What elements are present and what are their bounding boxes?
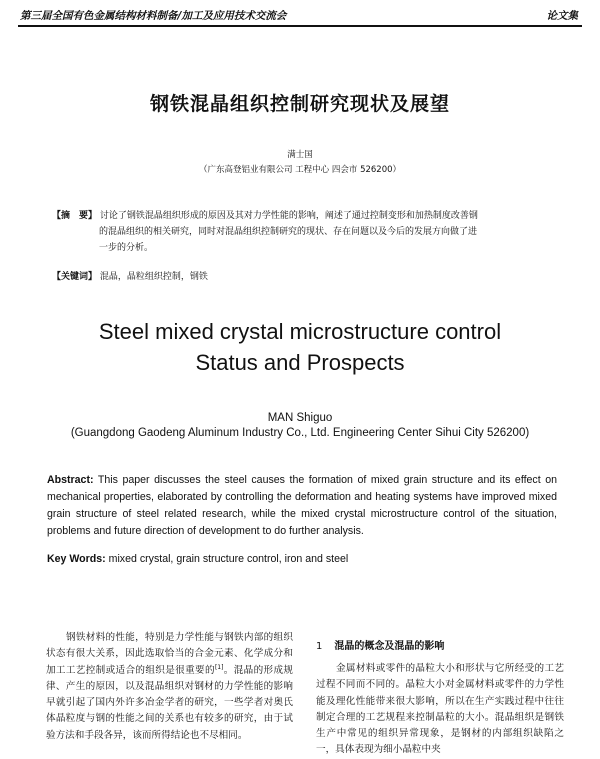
- english-keywords: [47, 553, 557, 565]
- english-abstract-label: Abstract:: [47, 474, 94, 486]
- chinese-keywords: [52, 269, 562, 282]
- chinese-affiliation: （广东高登铝业有限公司 工程中心 四会市 526200）: [198, 165, 402, 175]
- section-number: 1: [316, 641, 323, 652]
- chinese-abstract-label: 【摘 要】: [52, 211, 98, 221]
- english-author: MAN Shiguo: [267, 412, 333, 424]
- body-right-column: 金属材料或零件的晶粒大小和形状与它所经受的工艺过程不同而不同的。晶粒大小对金属材料或零件的力学性能及理化性能带来很大影响，所以在生产实践过程中往往制定合理的工艺规程来控制晶粒的大小。混晶组织是钢铁生产中常见的组织异常现象，是钢材的内部组织缺陷之一，具体表现为细小晶粒中夹: [316, 663, 564, 756]
- english-title-line2: Status and Prospects: [195, 350, 405, 375]
- chinese-keywords-text: 混晶，晶粒组织控制，钢铁: [99, 272, 208, 282]
- section-title: 混晶的概念及混晶的影响: [334, 641, 445, 652]
- header-rule: [18, 25, 582, 27]
- running-header-right: 论文集: [546, 10, 578, 22]
- body-left-text-a: 钢铁材料的性能，特别是力学性能与钢铁内部的组织状态有很大关系，因此选取恰当的合金元素、化学成分和加工工艺控制或适合的组织是很重要的: [46, 632, 293, 676]
- chinese-title: 钢铁混晶组织控制研究现状及展望: [149, 93, 450, 115]
- chinese-abstract-line1: 讨论了钢铁混晶组织形成的原因及其对力学性能的影响，阐述了通过控制变形和加热制度改善钢: [99, 211, 478, 221]
- english-affiliation: (Guangdong Gaodeng Aluminum Industry Co., Ltd. Engineering Center Sihui City 526200): [70, 427, 530, 439]
- chinese-abstract: [52, 208, 562, 256]
- chinese-keywords-label: 【关键词】: [52, 272, 98, 282]
- english-keywords-label: Key Words:: [47, 553, 106, 565]
- english-abstract-text: This paper discusses the steel causes the formation of mixed grain structure and its effect on mechanical properties, elaborated by controlling the deformation and heating systems have improved mixed grain structure of steel related research, while the mixed crystal microstructure control of the situation, problems and future direction of development to do further analysis.: [47, 474, 557, 537]
- english-abstract: [47, 472, 557, 540]
- section-heading: [316, 637, 444, 652]
- chinese-abstract-line3: 一步的分析。: [99, 243, 154, 253]
- english-keywords-text: mixed crystal, grain structure control, iron and steel: [108, 553, 349, 565]
- english-title: [0, 316, 600, 378]
- chinese-abstract-line2: 的混晶组织的相关研究，同时对混晶组织控制研究的现状、存在问题以及今后的发展方向做了进: [99, 227, 478, 237]
- body-left-text-b: 。混晶的形成规律、产生的原因，以及混晶组织对钢材的力学性能的影响早就引起了国内外许多冶金学者的研究，一些学者对奥氏体晶粒度与钢的性能之间的关系也有较多的研究，由于试验方法和手段各异，该而所得结论也不尽相同。: [46, 664, 293, 741]
- chinese-author: 满士国: [287, 150, 313, 160]
- running-header-left: 第三届全国有色金属结构材料制备/加工及应用技术交流会: [20, 10, 287, 22]
- body-left-column: [46, 630, 293, 744]
- citation-ref: [1]: [214, 663, 224, 671]
- english-title-line1: Steel mixed crystal microstructure control: [98, 319, 502, 344]
